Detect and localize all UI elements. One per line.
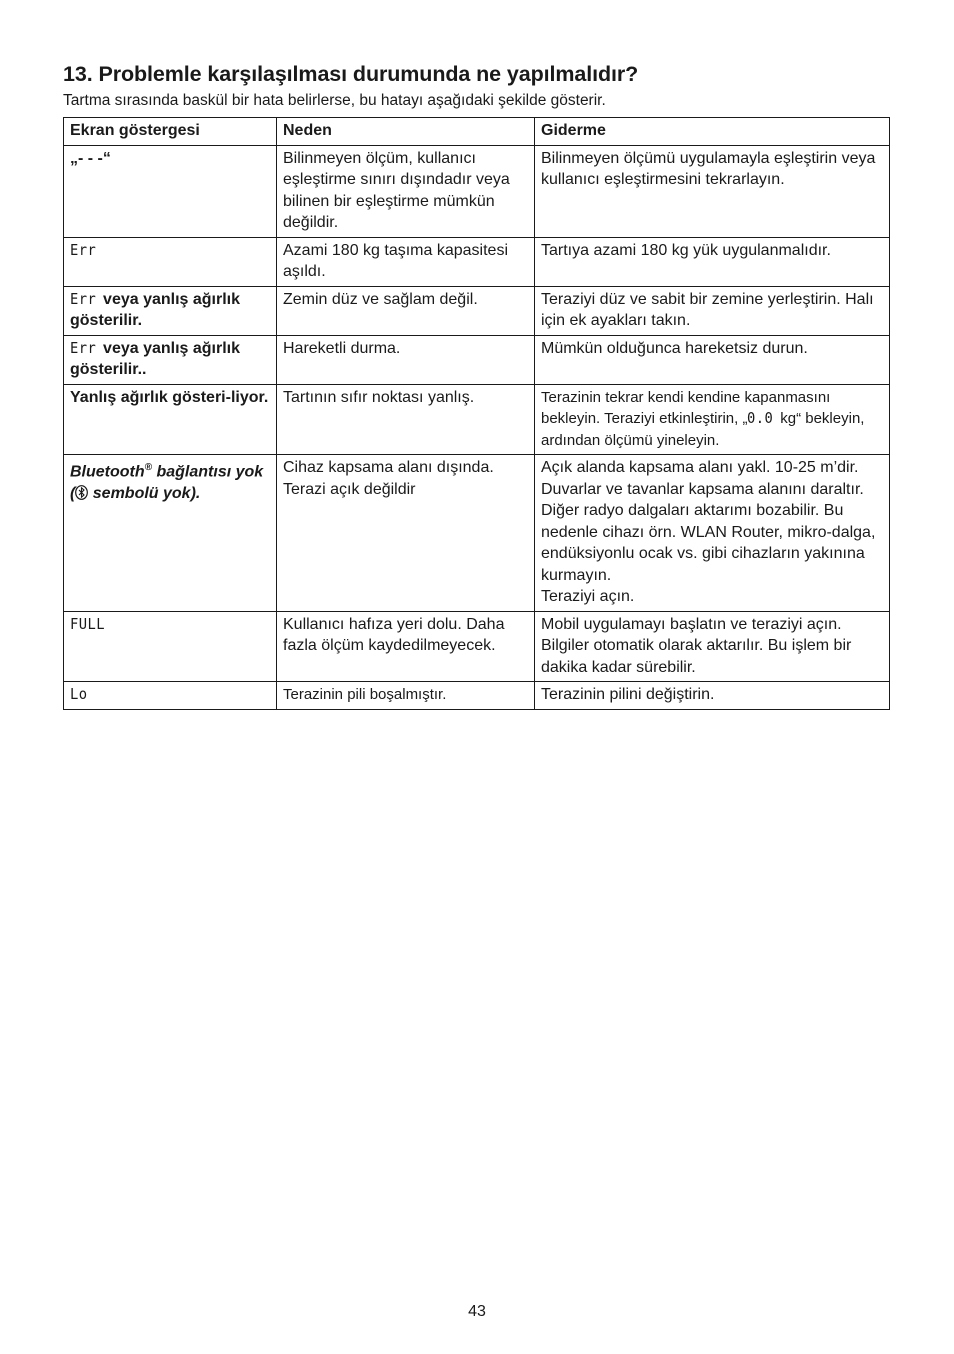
bluetooth-icon <box>75 485 88 500</box>
registered-mark: ® <box>144 462 153 473</box>
table-row <box>64 384 890 455</box>
table-row <box>64 455 890 612</box>
lcd-code: Err <box>70 289 97 308</box>
lcd-code: Err <box>70 240 97 259</box>
cell-cause: Terazinin pili boşalmıştır. <box>277 682 535 710</box>
cell-fix: Mümkün olduğunca hareketsiz durun. <box>535 335 890 384</box>
table-row <box>64 611 890 682</box>
cell-cause: Hareketli durma. <box>277 335 535 384</box>
cell-fix: Bilinmeyen ölçümü uygulamayla eşleştirin veya kullanıcı eşleştirmesini tekrarlayın. <box>535 145 890 237</box>
cell-display <box>64 611 277 682</box>
display-text: Yanlış ağırlık gösteri-liyor. <box>70 388 269 406</box>
fix-text: Teraziyi açın. <box>541 588 635 605</box>
lcd-code: Err <box>70 338 97 357</box>
cell-cause: Tartının sıfır noktası yanlış. <box>277 384 535 455</box>
table-row <box>64 145 890 237</box>
table-row <box>64 335 890 384</box>
fix-text: kg“ bekleyin, ardından ölçümü yineleyin. <box>541 410 865 449</box>
cell-display <box>64 682 277 710</box>
header-display: Ekran göstergesi <box>64 118 277 146</box>
cell-cause: Cihaz kapsama alanı dışında. Terazi açık değildir <box>277 455 535 612</box>
display-text: veya yanlış ağırlık gösterilir.. <box>70 339 241 378</box>
cell-cause: Kullanıcı hafıza yeri dolu. Daha fazla ölçüm kaydedilmeyecek. <box>277 611 535 682</box>
cell-display <box>64 237 277 286</box>
header-fix: Giderme <box>535 118 890 146</box>
cell-fix: Terazinin pilini değiştirin. <box>535 682 890 710</box>
table-row <box>64 237 890 286</box>
intro-text: Tartma sırasında baskül bir hata belirlerse, bu hatayı aşağıdaki şekilde gösterir. <box>63 92 606 109</box>
cell-display <box>64 384 277 455</box>
fix-text: Terazinin tekrar kendi kendine kapanmasını bekleyin. Teraziyi etkinleştirin, „ <box>541 388 831 427</box>
cell-cause: Bilinmeyen ölçüm, kullanıcı eşleştirme sınırı dışındadır veya bilinen bir eşleştirme mümkün değildir. <box>277 145 535 237</box>
lcd-code: FULL <box>70 614 106 633</box>
cell-fix <box>535 384 890 455</box>
cell-display <box>64 145 277 237</box>
lcd-code: 0.0 <box>747 409 774 427</box>
header-cause: Neden <box>277 118 535 146</box>
cell-fix <box>535 455 890 612</box>
page-title: 13. Problemle karşılaşılması durumunda ne yapılmalıdır? <box>63 62 639 86</box>
display-text: sembolü yok). <box>88 484 201 502</box>
brand-text: Bluetooth <box>70 463 145 481</box>
table-row <box>64 682 890 710</box>
fix-text: Açık alanda kapsama alanı yakl. 10-25 m’dir. Duvarlar ve tavanlar kapsama alanını daraltır. Diğer radyo dalgaları aktarımı bozabilir. Bu nedenle cihazı örn. WLAN Router, mikro-dalga, endüksiyonlu ocak vs. gibi cihazların yakınına kurmayın. <box>541 459 876 584</box>
troubleshooting-table <box>63 117 890 710</box>
display-text: veya yanlış ağırlık gösterilir. <box>70 290 241 329</box>
table-header-row <box>64 118 890 146</box>
cell-fix: Tartıya azami 180 kg yük uygulanmalıdır. <box>535 237 890 286</box>
cell-fix: Teraziyi düz ve sabit bir zemine yerleştirin. Halı için ek ayakları takın. <box>535 286 890 335</box>
display-text: bağlantısı yok ( <box>70 463 264 502</box>
cell-cause: Zemin düz ve sağlam değil. <box>277 286 535 335</box>
cell-fix: Mobil uygulamayı başlatın ve teraziyi açın. Bilgiler otomatik olarak aktarılır. Bu işlem bir dakika kadar sürebilir. <box>535 611 890 682</box>
table-row <box>64 286 890 335</box>
cell-cause: Azami 180 kg taşıma kapasitesi aşıldı. <box>277 237 535 286</box>
page-number: 43 <box>468 1303 486 1320</box>
cell-display <box>64 286 277 335</box>
cell-display <box>64 455 277 612</box>
cell-display <box>64 335 277 384</box>
display-code: „- - -“ <box>70 149 111 167</box>
lcd-code: Lo <box>70 685 88 703</box>
